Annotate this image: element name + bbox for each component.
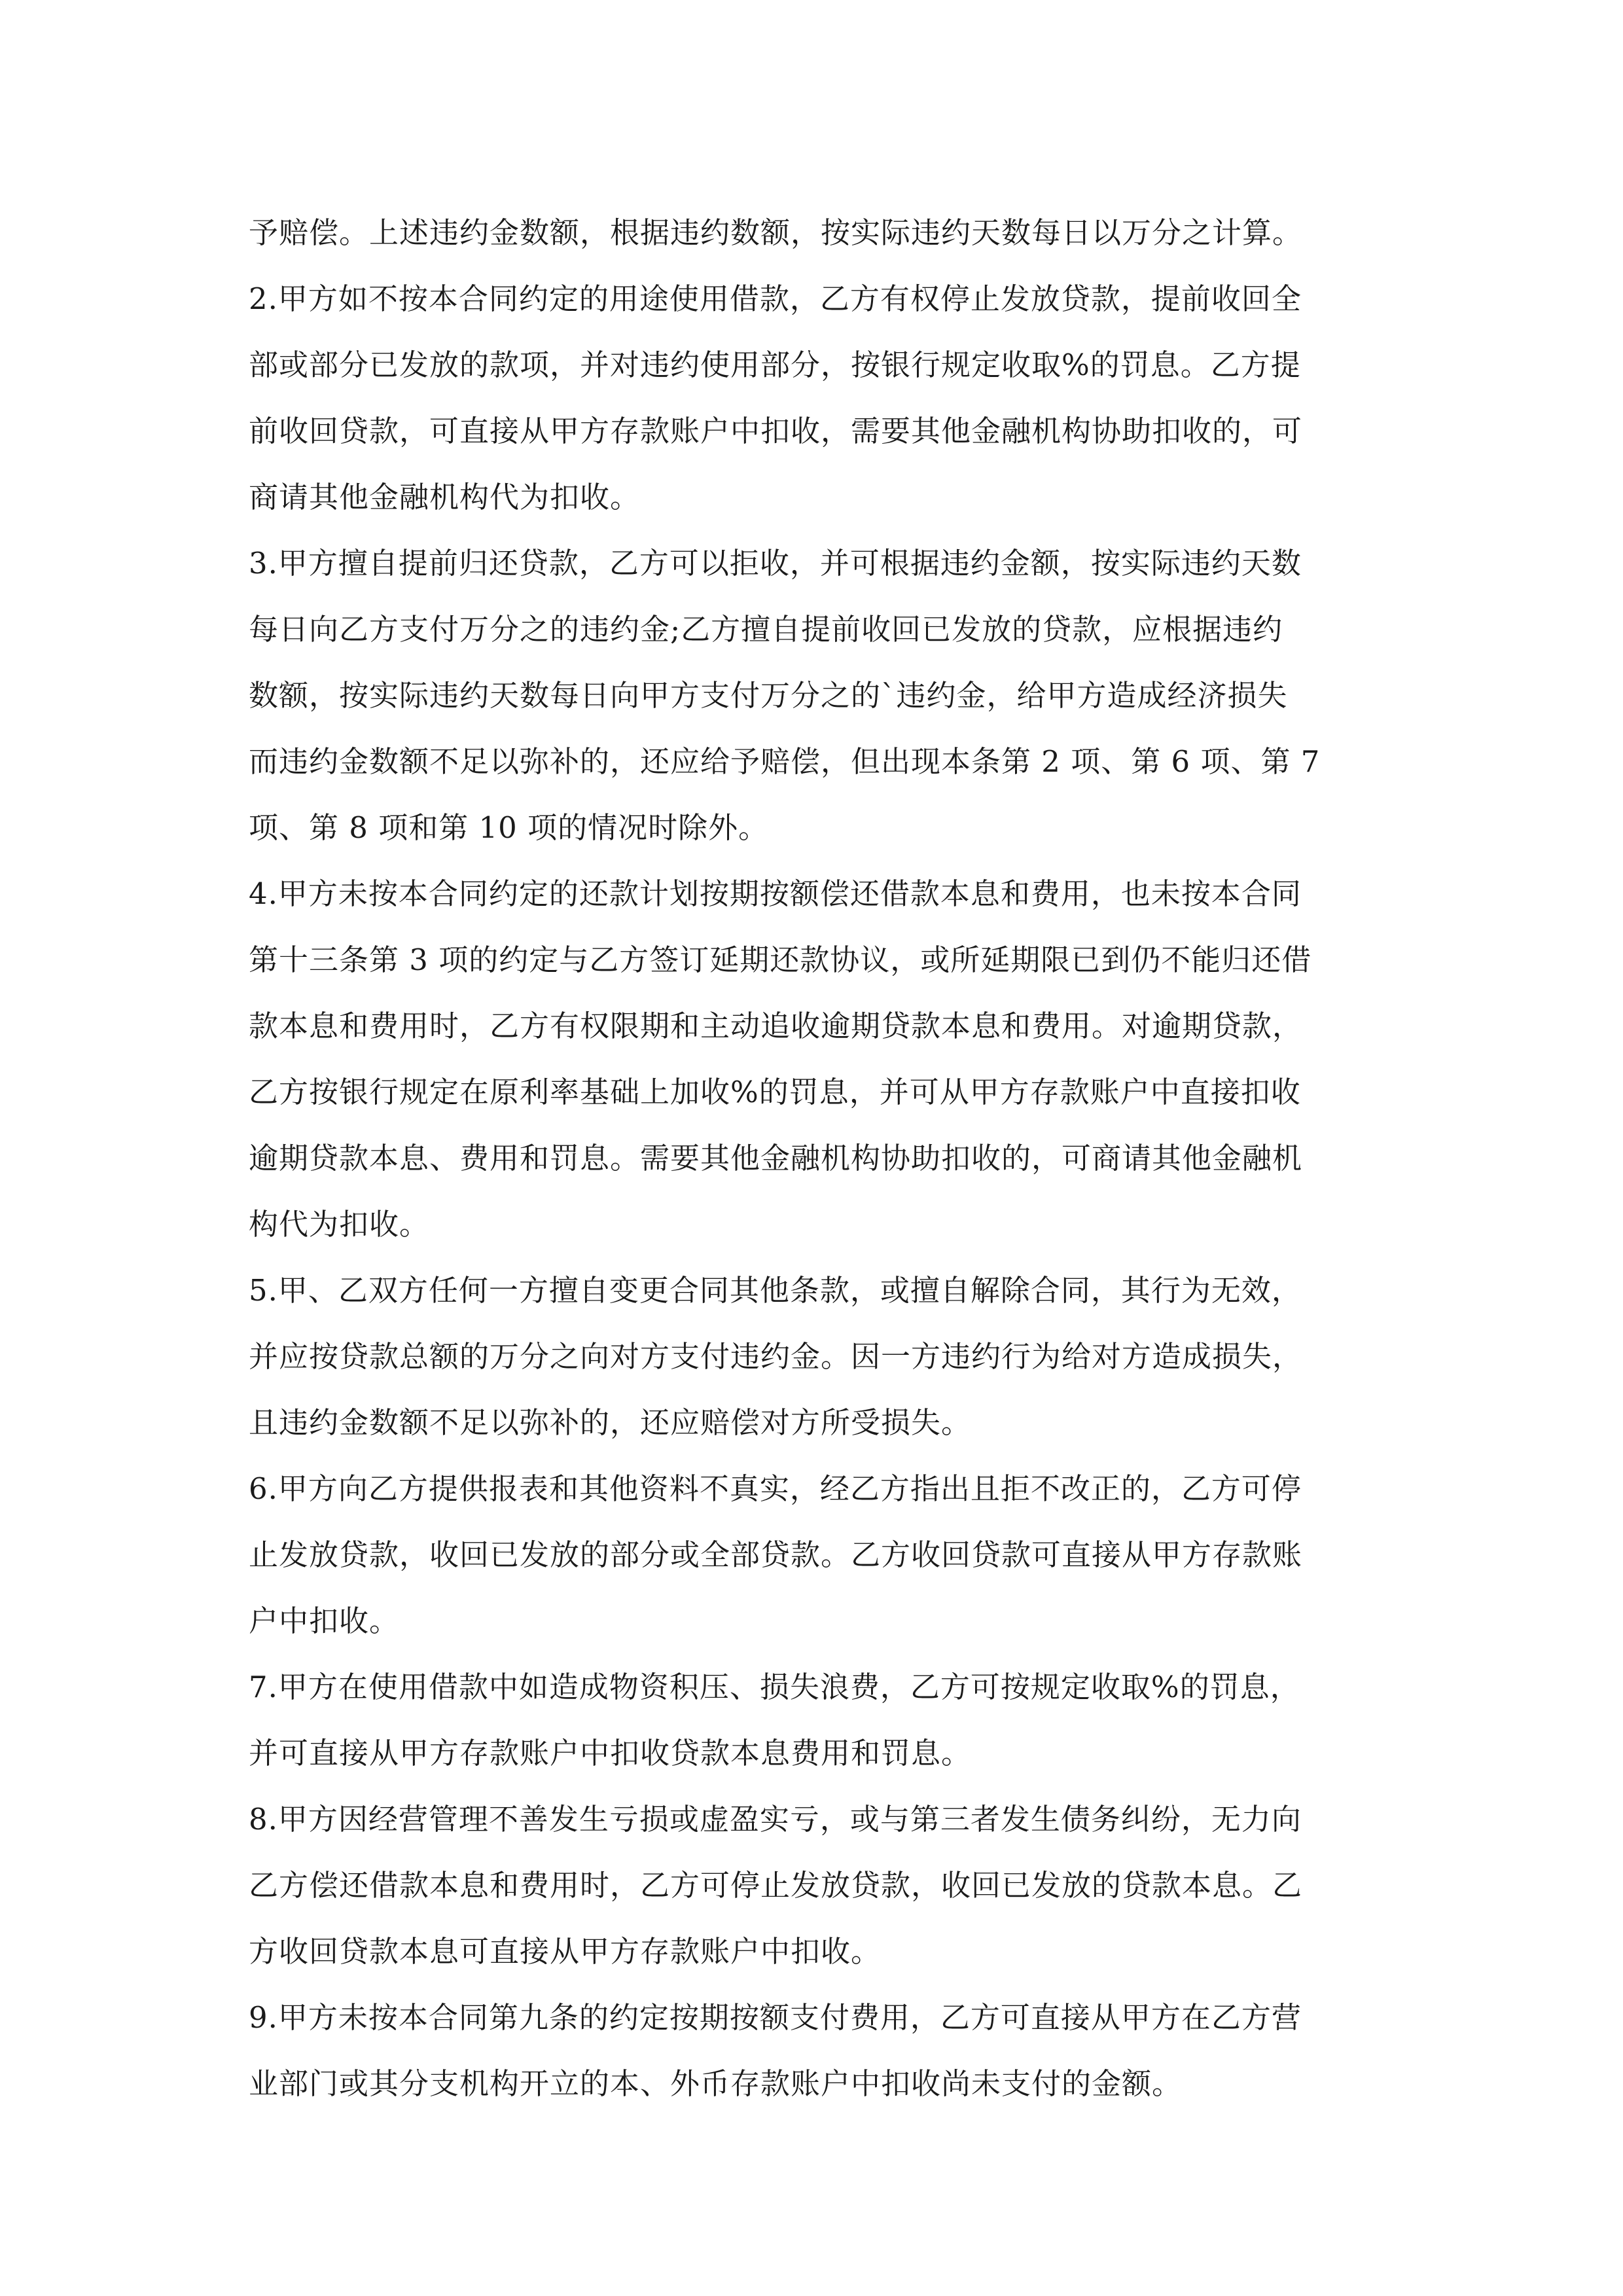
text-line: 9.甲方未按本合同第九条的约定按期按额支付费用，乙方可直接从甲方在乙方营 bbox=[249, 2000, 1302, 2035]
text-line: 数额，按实际违约天数每日向甲方支付万分之的`违约金，给甲方造成经济损失 bbox=[249, 678, 1288, 713]
text-line: 予赔偿。上述违约金数额，根据违约数额，按实际违约天数每日以万分之计算。 bbox=[249, 215, 1303, 250]
text-line: 商请其他金融机构代为扣收。 bbox=[249, 480, 641, 514]
text-line: 4.甲方未按本合同约定的还款计划按期按额偿还借款本息和费用，也未按本合同 bbox=[249, 876, 1302, 911]
text-line: 款本息和费用时，乙方有权限期和主动追收逾期贷款本息和费用。对逾期贷款， bbox=[249, 1009, 1303, 1043]
text-line: 构代为扣收。 bbox=[249, 1207, 430, 1242]
text-line: 7.甲方在使用借款中如造成物资积压、损失浪费，乙方可按规定收取%的罚息， bbox=[249, 1670, 1300, 1704]
text-line: 且违约金数额不足以弥补的，还应赔偿对方所受损失。 bbox=[249, 1405, 972, 1440]
text-line: 业部门或其分支机构开立的本、外币存款账户中扣收尚未支付的金额。 bbox=[249, 2066, 1183, 2101]
text-line: 乙方按银行规定在原利率基础上加收%的罚息，并可从甲方存款账户中直接扣收 bbox=[249, 1075, 1301, 1109]
text-line: 前收回贷款，可直接从甲方存款账户中扣收，需要其他金融机构协助扣收的，可 bbox=[249, 414, 1303, 448]
text-line: 户中扣收。 bbox=[249, 1604, 400, 1638]
text-line: 并可直接从甲方存款账户中扣收贷款本息费用和罚息。 bbox=[249, 1736, 972, 1770]
text-line: 项、第 8 项和第 10 项的情况时除外。 bbox=[249, 810, 769, 845]
text-line: 而违约金数额不足以弥补的，还应给予赔偿，但出现本条第 2 项、第 6 项、第 7 bbox=[249, 744, 1321, 779]
text-line: 8.甲方因经营管理不善发生亏损或虚盈实亏，或与第三者发生债务纠纷，无力向 bbox=[249, 1802, 1302, 1837]
text-line: 第十三条第 3 项的约定与乙方签订延期还款协议，或所延期限已到仍不能归还借 bbox=[249, 942, 1312, 977]
contract-body bbox=[249, 200, 1378, 2117]
text-line: 逾期贷款本息、费用和罚息。需要其他金融机构协助扣收的，可商请其他金融机 bbox=[249, 1141, 1303, 1175]
text-line: 方收回贷款本息可直接从甲方存款账户中扣收。 bbox=[249, 1934, 882, 1969]
text-line: 6.甲方向乙方提供报表和其他资料不真实，经乙方指出且拒不改正的，乙方可停 bbox=[249, 1471, 1302, 1506]
text-line: 每日向乙方支付万分之的违约金;乙方擅自提前收回已发放的贷款，应根据违约 bbox=[249, 612, 1283, 647]
text-line: 并应按贷款总额的万分之向对方支付违约金。因一方违约行为给对方造成损失， bbox=[249, 1339, 1303, 1374]
text-line: 乙方偿还借款本息和费用时，乙方可停止发放贷款，收回已发放的贷款本息。乙 bbox=[249, 1868, 1303, 1903]
text-line: 2.甲方如不按本合同约定的用途使用借款，乙方有权停止发放贷款，提前收回全 bbox=[249, 281, 1302, 316]
text-line: 部或部分已发放的款项，并对违约使用部分，按银行规定收取%的罚息。乙方提 bbox=[249, 348, 1301, 382]
text-line: 止发放贷款，收回已发放的部分或全部贷款。乙方收回贷款可直接从甲方存款账 bbox=[249, 1537, 1303, 1572]
text-line: 3.甲方擅自提前归还贷款，乙方可以拒收，并可根据违约金额，按实际违约天数 bbox=[249, 546, 1302, 581]
text-line: 5.甲、乙双方任何一方擅自变更合同其他条款，或擅自解除合同，其行为无效， bbox=[249, 1273, 1302, 1308]
